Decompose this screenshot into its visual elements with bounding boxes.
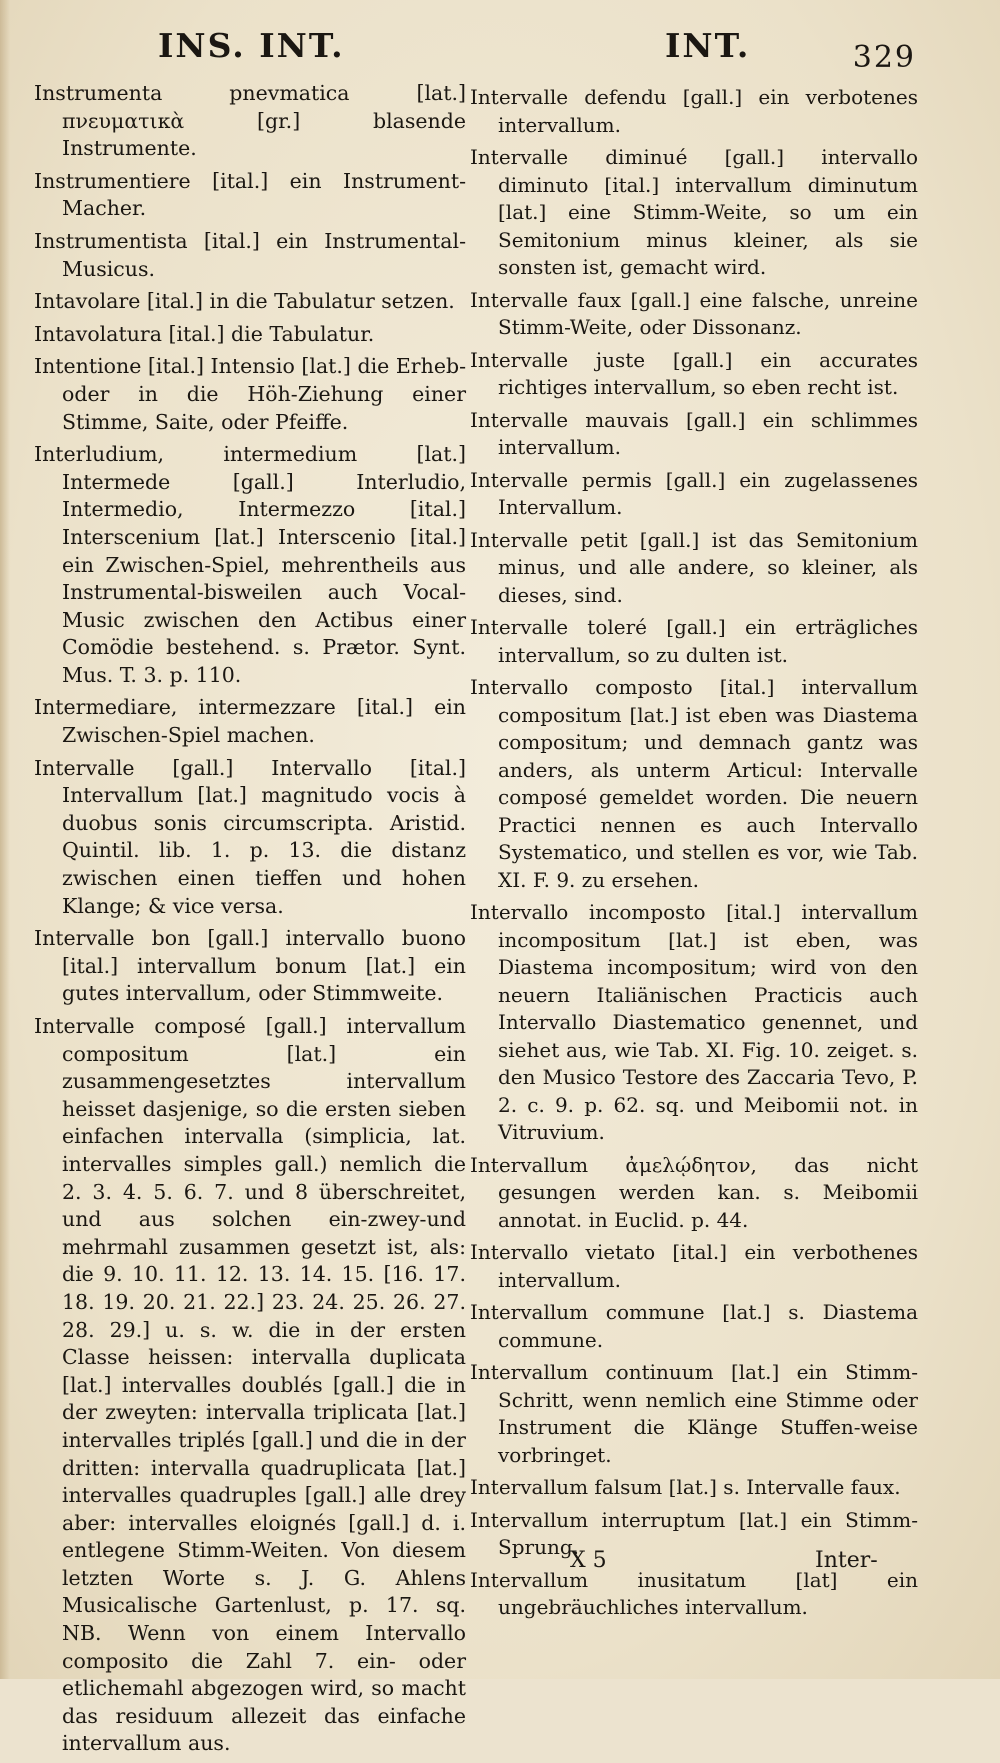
entry-intentione: Intentione [ital.] Intensio [lat.] die Erheb-oder in die Höh-Ziehung einer Stimme, Saite, oder Pfeiffe. [34, 354, 466, 434]
entry-intervallum-falsum: Intervallum falsum [lat.] s. Intervalle faux. [470, 1475, 901, 1499]
entry-intervalle-diminue: Intervalle diminué [gall.] intervallo diminuto [ital.] intervallum diminutum [lat.] eine Stimm-Weite, so um ein Semitonium minus kleiner, als sie sonsten ist, gemacht wird. [470, 145, 918, 279]
entry-intervallo-composto: Intervallo composto [ital.] intervallum compositum [lat.] ist eben was Diastema compositum; und demnach gantz was anders, als unterm Articul: Intervalle composé gemeldet worden. Die neuern Practici nennen es auch Intervallo Systematico, und stellen es vor, wie Tab. XI. F. 9. zu ersehen. [470, 675, 918, 892]
running-head-center: INT. [665, 26, 751, 65]
entry-intervalle-faux: Intervalle faux [gall.] eine falsche, unreine Stimm-Weite, oder Dissonanz. [470, 287, 918, 339]
signature-mark: X 5 [570, 1548, 607, 1573]
entry-intervallo-vietato: Intervallo vietato [ital.] ein verbothenes intervallum. [470, 1240, 918, 1292]
entry-intervalle-petit: Intervalle petit [gall.] ist das Semitonium minus, und alle andere, so kleiner, als dieses, sind. [470, 527, 918, 607]
entry-intervalle-permis: Intervalle permis [gall.] ein zugelassenes Intervallum. [470, 467, 918, 519]
catchword: Inter- [815, 1548, 878, 1573]
page-spine-shadow [0, 0, 10, 1679]
entry-intavolare: Intavolare [ital.] in die Tabulatur setzen. [34, 289, 455, 314]
entry-intermediare: Intermediare, intermezzare [ital.] ein Zwischen-Spiel machen. [34, 695, 466, 748]
entry-intervalle-tolere: Intervalle toleré [gall.] ein erträgliches intervallum, so zu dulten ist. [470, 615, 918, 667]
left-column [34, 80, 466, 1763]
entry-intervallum-interruptum: Intervallum interruptum [lat.] ein Stimm-Sprung. [470, 1507, 918, 1559]
entry-intervalle-juste: Intervalle juste [gall.] ein accurates richtiges intervallum, so eben recht ist. [470, 347, 918, 399]
entry-intervallum-amelodeton: Intervallum ἀμελῴδητον, das nicht gesungen werden kan. s. Meibomii annotat. in Euclid. p. 44. [470, 1152, 918, 1232]
entry-intervalle-mauvais: Intervalle mauvais [gall.] ein schlimmes intervallum. [470, 407, 918, 459]
entry-intervallo-incomposto: Intervallo incomposto [ital.] intervallum incompositum [lat.] ist eben, was Diastema incompositum; wird von den neuern Italiänischen Practicis auch Intervallo Diastematico genennet, und siehet aus, wie Tab. XI. Fig. 10. zeiget. s. den Musico Testore des Zaccaria Tevo, P. 2. c. 9. p. 62. sq. und Meibomii not. in Vitruvium. [470, 900, 918, 1144]
entry-intervallum-inusitatum: Intervallum inusitatum [lat] ein ungebräuchliches intervallum. [470, 1567, 918, 1619]
entry-intervalle-bon: Intervalle bon [gall.] intervallo buono [ital.] intervallum bonum [lat.] ein gutes intervallum, oder Stimmweite. [34, 926, 466, 1006]
entry-intervalle-compose: Intervalle composé [gall.] intervallum compositum [lat.] ein zusammengesetztes intervallum heisset dasjenige, so die ersten sieben einfachen intervalla (simplicia, lat. intervalles simples gall.) nemlich die 2. 3. 4. 5. 6. 7. und 8 überschreitet, und aus solchen ein-zwey-und mehrmahl zusammen gesetzt ist, als: die 9. 10. 11. 12. 13. 14. 15. [16. 17. 18. 19. 20. 21. 22.] 23. 24. 25. 26. 27. 28. 29.] u. s. w. die in der ersten Classe heissen: intervalla duplicata [lat.] intervalles doublés [gall.] die in der zweyten: intervalla triplicata [lat.] intervalles triplés [gall.] und die in der dritten: intervalla quadruplicata [lat.] intervalles quadruples [gall.] alle drey aber: intervalles eloignés [gall.] d. i. entlegene Stimm-Weiten. Von diesem letzten Worte s. J. G. Ahlens Musicalische Gartenlust, p. 17. sq. NB. Wenn von einem Intervallo composito die Zahl 7. ein- oder etlichemahl abgezogen wird, so macht das residuum allezeit das einfache intervallum aus. [34, 1014, 466, 1756]
entry-intervallum-continuum: Intervallum continuum [lat.] ein Stimm-Schritt, wenn nemlich eine Stimme oder Instrument die Klänge Stuffen-weise vorbringet. [470, 1360, 918, 1467]
entry-interludium: Interludium, intermedium [lat.] Intermede [gall.] Interludio, Intermedio, Intermezzo [ital.] Interscenium [lat.] Interscenio [ital.] ein Zwischen-Spiel, mehrentheils aus Instrumental-bisweilen auch Vocal-Music zwischen den Actibus einer Comödie bestehend. s. Prætor. Synt. Mus. T. 3. p. 110. [34, 442, 466, 687]
entry-intervalle-defendu: Intervalle defendu [gall.] ein verbotenes intervallum. [470, 85, 918, 137]
page-number: 329 [852, 40, 916, 75]
entry-instrumentiere: Instrumentiere [ital.] ein Instrument-Macher. [34, 168, 466, 221]
entry-intervallum-commune: Intervallum commune [lat.] s. Diastema commune. [470, 1300, 918, 1352]
entry-instrumenta-pnevmatica: Instrumenta pnevmatica [lat.] πνευματικὰ [gr.] blasende Instrumente. [34, 81, 466, 161]
running-head-left: INS. INT. [158, 26, 345, 65]
entry-instrumentista: Instrumentista [ital.] ein Instrumental-Musicus. [34, 228, 466, 281]
right-column [470, 84, 918, 1627]
entry-intervalle: Intervalle [gall.] Intervallo [ital.] Intervallum [lat.] magnitudo vocis à duobus sonis circumscripta. Aristid. Quintil. lib. 1. p. 13. die distanz zwischen einen tieffen und hohen Klange; & vice versa. [34, 755, 466, 918]
entry-intavolatura: Intavolatura [ital.] die Tabulatur. [34, 321, 375, 346]
